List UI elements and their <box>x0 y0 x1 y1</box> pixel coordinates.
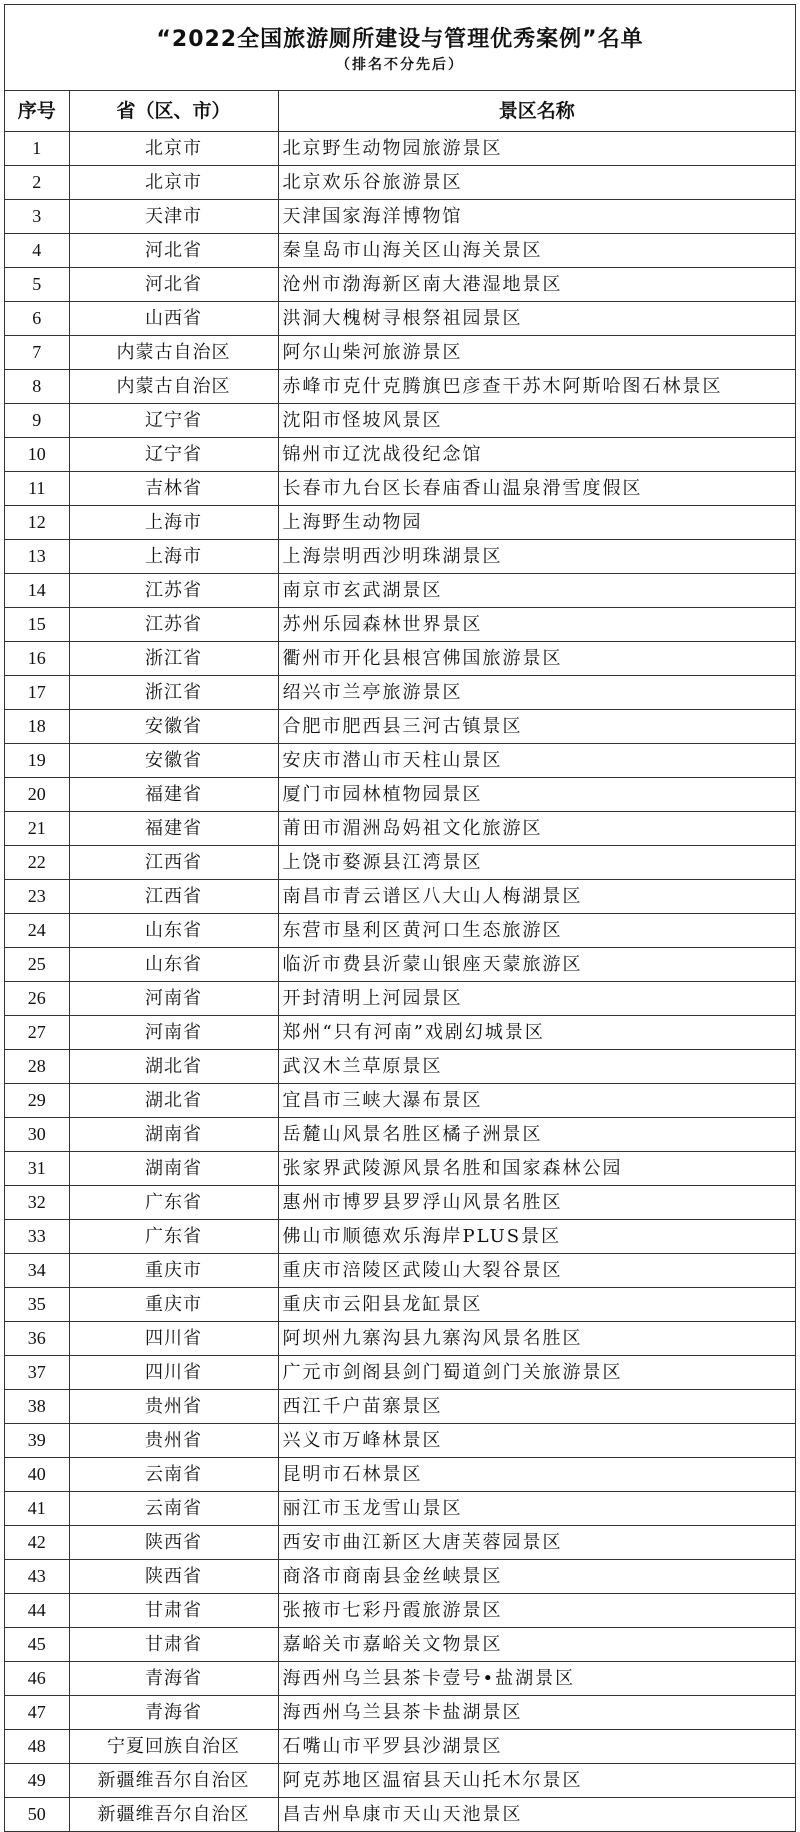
table-row <box>5 574 795 608</box>
cell-index: 24 <box>5 914 69 948</box>
cell-index: 47 <box>5 1696 69 1730</box>
table-row <box>5 1628 795 1662</box>
cell-scenic-area: 上海崇明西沙明珠湖景区 <box>278 540 795 574</box>
cell-index: 25 <box>5 948 69 982</box>
cell-scenic-area: 北京欢乐谷旅游景区 <box>278 166 795 200</box>
cell-scenic-area: 丽江市玉龙雪山景区 <box>278 1492 795 1526</box>
cell-scenic-area: 合肥市肥西县三河古镇景区 <box>278 710 795 744</box>
cell-index: 12 <box>5 506 69 540</box>
cell-scenic-area: 阿尔山柴河旅游景区 <box>278 336 795 370</box>
cell-province: 内蒙古自治区 <box>69 370 278 404</box>
table-row <box>5 608 795 642</box>
cell-province: 河北省 <box>69 268 278 302</box>
cell-index: 39 <box>5 1424 69 1458</box>
table-row <box>5 1560 795 1594</box>
cell-scenic-area: 广元市剑阁县剑门蜀道剑门关旅游景区 <box>278 1356 795 1390</box>
cell-scenic-area: 海西州乌兰县茶卡盐湖景区 <box>278 1696 795 1730</box>
cell-index: 38 <box>5 1390 69 1424</box>
table-row <box>5 744 795 778</box>
cell-index: 19 <box>5 744 69 778</box>
cell-scenic-area: 商洛市商南县金丝峡景区 <box>278 1560 795 1594</box>
table-row <box>5 1254 795 1288</box>
cell-index: 8 <box>5 370 69 404</box>
cell-scenic-area: 宜昌市三峡大瀑布景区 <box>278 1084 795 1118</box>
table-row <box>5 1594 795 1628</box>
cell-index: 21 <box>5 812 69 846</box>
cell-index: 35 <box>5 1288 69 1322</box>
table-row <box>5 1798 795 1832</box>
cell-province: 安徽省 <box>69 710 278 744</box>
cell-scenic-area: 阿克苏地区温宿县天山托木尔景区 <box>278 1764 795 1798</box>
cell-scenic-area: 开封清明上河园景区 <box>278 982 795 1016</box>
cell-index: 50 <box>5 1798 69 1832</box>
cell-scenic-area: 绍兴市兰亭旅游景区 <box>278 676 795 710</box>
cell-index: 28 <box>5 1050 69 1084</box>
cell-province: 吉林省 <box>69 472 278 506</box>
cell-province: 北京市 <box>69 132 278 166</box>
cell-scenic-area: 东营市垦利区黄河口生态旅游区 <box>278 914 795 948</box>
table-row <box>5 404 795 438</box>
cell-index: 30 <box>5 1118 69 1152</box>
table-row <box>5 540 795 574</box>
cell-province: 四川省 <box>69 1356 278 1390</box>
cell-scenic-area: 沧州市渤海新区南大港湿地景区 <box>278 268 795 302</box>
cell-scenic-area: 阿坝州九寨沟县九寨沟风景名胜区 <box>278 1322 795 1356</box>
cell-index: 44 <box>5 1594 69 1628</box>
table-row <box>5 506 795 540</box>
cell-scenic-area: 石嘴山市平罗县沙湖景区 <box>278 1730 795 1764</box>
table-row <box>5 234 795 268</box>
table-row <box>5 1458 795 1492</box>
cell-province: 广东省 <box>69 1220 278 1254</box>
cell-scenic-area: 南昌市青云谱区八大山人梅湖景区 <box>278 880 795 914</box>
cell-province: 辽宁省 <box>69 438 278 472</box>
cell-province: 浙江省 <box>69 676 278 710</box>
cell-index: 1 <box>5 132 69 166</box>
cell-index: 40 <box>5 1458 69 1492</box>
cell-province: 福建省 <box>69 812 278 846</box>
cell-index: 23 <box>5 880 69 914</box>
table-row <box>5 1050 795 1084</box>
cell-scenic-area: 武汉木兰草原景区 <box>278 1050 795 1084</box>
cell-province: 湖北省 <box>69 1050 278 1084</box>
cell-province: 河南省 <box>69 982 278 1016</box>
cell-index: 9 <box>5 404 69 438</box>
table-row <box>5 1662 795 1696</box>
cell-index: 3 <box>5 200 69 234</box>
cell-scenic-area: 重庆市云阳县龙缸景区 <box>278 1288 795 1322</box>
cell-province: 江苏省 <box>69 608 278 642</box>
cell-province: 湖北省 <box>69 1084 278 1118</box>
table-row <box>5 268 795 302</box>
cell-index: 22 <box>5 846 69 880</box>
cell-index: 29 <box>5 1084 69 1118</box>
cell-index: 37 <box>5 1356 69 1390</box>
cell-province: 山东省 <box>69 914 278 948</box>
cell-scenic-area: 苏州乐园森林世界景区 <box>278 608 795 642</box>
cell-index: 5 <box>5 268 69 302</box>
cell-province: 新疆维吾尔自治区 <box>69 1764 278 1798</box>
cell-scenic-area: 张掖市七彩丹霞旅游景区 <box>278 1594 795 1628</box>
cell-scenic-area: 北京野生动物园旅游景区 <box>278 132 795 166</box>
table-row <box>5 948 795 982</box>
header-row <box>5 91 795 132</box>
cell-province: 内蒙古自治区 <box>69 336 278 370</box>
cell-scenic-area: 西江千户苗寨景区 <box>278 1390 795 1424</box>
table-row <box>5 1356 795 1390</box>
cell-scenic-area: 郑州“只有河南”戏剧幻城景区 <box>278 1016 795 1050</box>
cell-province: 湖南省 <box>69 1152 278 1186</box>
table-row <box>5 676 795 710</box>
cell-index: 20 <box>5 778 69 812</box>
cell-scenic-area: 秦皇岛市山海关区山海关景区 <box>278 234 795 268</box>
table-row <box>5 1288 795 1322</box>
cell-province: 安徽省 <box>69 744 278 778</box>
table-row <box>5 1322 795 1356</box>
table-row <box>5 132 795 166</box>
table-body <box>5 132 795 1832</box>
column-header-province: 省（区、市） <box>69 91 278 132</box>
cell-scenic-area: 南京市玄武湖景区 <box>278 574 795 608</box>
cell-province: 云南省 <box>69 1458 278 1492</box>
title-block <box>5 5 795 91</box>
document-subtitle: （排名不分先后） <box>336 57 464 73</box>
cell-province: 天津市 <box>69 200 278 234</box>
cell-index: 6 <box>5 302 69 336</box>
cell-index: 15 <box>5 608 69 642</box>
table-row <box>5 370 795 404</box>
cell-index: 46 <box>5 1662 69 1696</box>
column-header-scenic-area: 景区名称 <box>278 91 795 132</box>
cell-scenic-area: 上饶市婺源县江湾景区 <box>278 846 795 880</box>
document-title: “2022全国旅游厕所建设与管理优秀案例”名单 <box>156 27 644 52</box>
cell-index: 34 <box>5 1254 69 1288</box>
cell-province: 四川省 <box>69 1322 278 1356</box>
table-row <box>5 1764 795 1798</box>
table-row <box>5 1526 795 1560</box>
cell-province: 河南省 <box>69 1016 278 1050</box>
table-row <box>5 982 795 1016</box>
cell-index: 10 <box>5 438 69 472</box>
cell-scenic-area: 厦门市园林植物园景区 <box>278 778 795 812</box>
cell-scenic-area: 张家界武陵源风景名胜和国家森林公园 <box>278 1152 795 1186</box>
cell-province: 贵州省 <box>69 1390 278 1424</box>
cell-index: 41 <box>5 1492 69 1526</box>
cell-index: 36 <box>5 1322 69 1356</box>
table-row <box>5 1016 795 1050</box>
cell-index: 14 <box>5 574 69 608</box>
table-row <box>5 1390 795 1424</box>
table-row <box>5 846 795 880</box>
table-row <box>5 166 795 200</box>
cell-scenic-area: 兴义市万峰林景区 <box>278 1424 795 1458</box>
cell-scenic-area: 昆明市石林景区 <box>278 1458 795 1492</box>
cell-province: 江西省 <box>69 880 278 914</box>
cell-index: 7 <box>5 336 69 370</box>
table-row <box>5 710 795 744</box>
table-row <box>5 336 795 370</box>
table-row <box>5 812 795 846</box>
cell-index: 16 <box>5 642 69 676</box>
cell-province: 青海省 <box>69 1696 278 1730</box>
cell-index: 4 <box>5 234 69 268</box>
cell-scenic-area: 长春市九台区长春庙香山温泉滑雪度假区 <box>278 472 795 506</box>
cell-province: 陕西省 <box>69 1560 278 1594</box>
table-row <box>5 1696 795 1730</box>
cell-province: 宁夏回族自治区 <box>69 1730 278 1764</box>
cell-index: 43 <box>5 1560 69 1594</box>
cell-scenic-area: 昌吉州阜康市天山天池景区 <box>278 1798 795 1832</box>
cell-index: 49 <box>5 1764 69 1798</box>
cell-scenic-area: 临沂市费县沂蒙山银座天蒙旅游区 <box>278 948 795 982</box>
cell-scenic-area: 衢州市开化县根宫佛国旅游景区 <box>278 642 795 676</box>
column-header-index: 序号 <box>5 91 69 132</box>
cell-scenic-area: 莆田市湄洲岛妈祖文化旅游区 <box>278 812 795 846</box>
cell-province: 重庆市 <box>69 1254 278 1288</box>
cell-index: 42 <box>5 1526 69 1560</box>
cell-scenic-area: 重庆市涪陵区武陵山大裂谷景区 <box>278 1254 795 1288</box>
cell-province: 新疆维吾尔自治区 <box>69 1798 278 1832</box>
scenic-area-table <box>5 91 795 1831</box>
cell-province: 山东省 <box>69 948 278 982</box>
table-row <box>5 1730 795 1764</box>
cell-province: 甘肃省 <box>69 1628 278 1662</box>
cell-index: 45 <box>5 1628 69 1662</box>
table-row <box>5 1220 795 1254</box>
cell-index: 32 <box>5 1186 69 1220</box>
cell-scenic-area: 海西州乌兰县茶卡壹号•盐湖景区 <box>278 1662 795 1696</box>
table-header <box>5 91 795 132</box>
table-row <box>5 642 795 676</box>
cell-province: 甘肃省 <box>69 1594 278 1628</box>
cell-province: 山西省 <box>69 302 278 336</box>
table-row <box>5 1424 795 1458</box>
table-row <box>5 1118 795 1152</box>
cell-province: 上海市 <box>69 506 278 540</box>
cell-scenic-area: 惠州市博罗县罗浮山风景名胜区 <box>278 1186 795 1220</box>
cell-scenic-area: 赤峰市克什克腾旗巴彦查干苏木阿斯哈图石林景区 <box>278 370 795 404</box>
cell-index: 26 <box>5 982 69 1016</box>
table-row <box>5 778 795 812</box>
cell-index: 27 <box>5 1016 69 1050</box>
cell-province: 辽宁省 <box>69 404 278 438</box>
table-row <box>5 438 795 472</box>
table-row <box>5 472 795 506</box>
cell-province: 江西省 <box>69 846 278 880</box>
cell-scenic-area: 锦州市辽沈战役纪念馆 <box>278 438 795 472</box>
cell-province: 云南省 <box>69 1492 278 1526</box>
cell-province: 贵州省 <box>69 1424 278 1458</box>
table-row <box>5 1084 795 1118</box>
cell-scenic-area: 安庆市潜山市天柱山景区 <box>278 744 795 778</box>
cell-province: 浙江省 <box>69 642 278 676</box>
cell-index: 17 <box>5 676 69 710</box>
cell-province: 湖南省 <box>69 1118 278 1152</box>
cell-index: 48 <box>5 1730 69 1764</box>
table-row <box>5 1152 795 1186</box>
cell-index: 31 <box>5 1152 69 1186</box>
cell-province: 上海市 <box>69 540 278 574</box>
cell-index: 13 <box>5 540 69 574</box>
cell-province: 青海省 <box>69 1662 278 1696</box>
cell-province: 福建省 <box>69 778 278 812</box>
cell-scenic-area: 佛山市顺德欢乐海岸PLUS景区 <box>278 1220 795 1254</box>
cell-index: 18 <box>5 710 69 744</box>
cell-index: 11 <box>5 472 69 506</box>
table-row <box>5 200 795 234</box>
cell-index: 33 <box>5 1220 69 1254</box>
scenic-area-list-sheet <box>4 4 796 1832</box>
table-row <box>5 914 795 948</box>
cell-province: 陕西省 <box>69 1526 278 1560</box>
cell-scenic-area: 上海野生动物园 <box>278 506 795 540</box>
cell-scenic-area: 岳麓山风景名胜区橘子洲景区 <box>278 1118 795 1152</box>
cell-scenic-area: 嘉峪关市嘉峪关文物景区 <box>278 1628 795 1662</box>
cell-province: 江苏省 <box>69 574 278 608</box>
cell-province: 河北省 <box>69 234 278 268</box>
table-row <box>5 1186 795 1220</box>
cell-scenic-area: 洪洞大槐树寻根祭祖园景区 <box>278 302 795 336</box>
cell-scenic-area: 天津国家海洋博物馆 <box>278 200 795 234</box>
cell-province: 北京市 <box>69 166 278 200</box>
table-row <box>5 880 795 914</box>
cell-province: 广东省 <box>69 1186 278 1220</box>
cell-index: 2 <box>5 166 69 200</box>
table-row <box>5 1492 795 1526</box>
cell-province: 重庆市 <box>69 1288 278 1322</box>
table-row <box>5 302 795 336</box>
cell-scenic-area: 西安市曲江新区大唐芙蓉园景区 <box>278 1526 795 1560</box>
cell-scenic-area: 沈阳市怪坡风景区 <box>278 404 795 438</box>
